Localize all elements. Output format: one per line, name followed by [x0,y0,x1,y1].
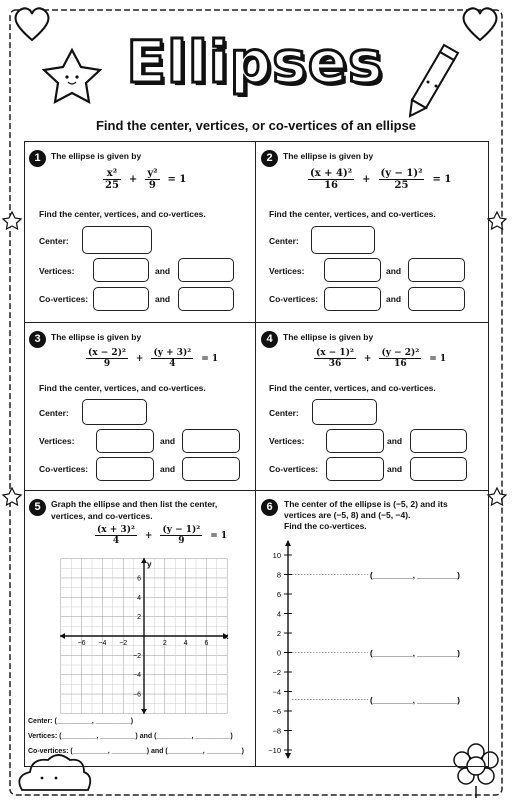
vertex-answer-box[interactable] [93,258,149,282]
number-line-label: 0 [276,648,281,658]
center-label: Center: [39,408,69,418]
problem-number: 4 [261,331,278,348]
x-tick-label: −2 [119,640,128,647]
and-label: and [155,294,171,304]
covertex-blank[interactable]: (_________, _________) [370,649,460,658]
covertex-answer-box[interactable] [93,287,149,311]
pencil-icon [410,45,458,116]
instruction: Find the center, vertices, and co-vertices. [269,209,436,219]
y-tick-label: −4 [133,672,141,680]
y-tick-label: 4 [137,594,141,602]
ellipse-equation: $\frac{\text{(x − 1)²}}{36}$ + $\frac{\text{(y − 2)²}}{16}$ = 1 [316,348,447,369]
x-tick-label: −4 [98,640,107,647]
problem-text: The ellipse is given by [51,151,142,161]
problem-text: The center of the ellipse is (−5, 2) and its [284,499,448,509]
covertices-label: Co-vertices: [39,464,89,474]
and-label: and [387,464,403,474]
and-label: and [160,464,176,474]
problem-text: The ellipse is given by [283,151,374,161]
instruction: Find the center, vertices, and co-vertices. [269,383,436,393]
covertices-label: Co-vertices: [39,294,89,304]
star-icon [44,50,100,102]
x-tick-label: −6 [77,640,86,647]
problem-text: Find the co-vertices. [284,521,367,531]
problem-number: 2 [261,150,278,167]
number-line-label: 4 [276,609,281,619]
covertex-answer-box[interactable] [96,457,154,481]
y-tick-label: 6 [137,575,141,583]
number-line-label: −10 [268,746,281,755]
number-line-label: −2 [272,668,281,677]
y-tick-label: −6 [133,691,141,699]
problem-text: The ellipse is given by [283,332,374,342]
x-tick-label: 2 [162,640,167,647]
vertex-answer-box[interactable] [96,429,154,453]
problem-text: The ellipse is given by [51,332,142,342]
vertex-answer-box[interactable] [178,258,234,282]
vertex-answer-box[interactable] [324,258,381,282]
number-line-label: −8 [272,726,281,736]
x-tick-label: 4 [183,640,188,647]
and-label: and [155,266,171,276]
number-line-label: 10 [272,551,281,560]
covertices-label: Co-vertices: [269,464,319,474]
instruction: Find the center, vertices, and co-vertices. [39,383,206,393]
covertex-answer-box[interactable] [324,287,381,311]
star-icon [488,212,506,229]
x-axis-label: x [224,632,229,641]
y-tick-label: 2 [137,614,141,622]
number-line[interactable] [260,538,480,762]
center-answer-line[interactable]: Center: (_________, _________) [28,718,134,725]
number-line-label: 8 [276,570,281,580]
problem-text: Graph the ellipse and then list the center, [51,499,218,509]
center-label: Center: [269,236,299,246]
star-icon [3,488,21,505]
covertex-blank[interactable]: (_________, _________) [370,695,460,705]
star-icon [3,212,21,229]
x-tick-label: 6 [204,640,209,647]
ellipse-equation: $\frac{\text{x²}}{25}$ + $\frac{\text{y²}}{9}$ = 1 [105,168,187,191]
center-answer-box[interactable] [312,399,377,425]
number-line-label: −4 [272,687,281,697]
problem-number: 5 [29,499,46,516]
page-title: Ellipses [126,28,384,96]
covertex-answer-box[interactable] [182,457,240,481]
and-label: and [160,436,176,446]
center-answer-box[interactable] [311,226,375,254]
and-label: and [386,294,402,304]
star-icon [488,488,506,505]
y-tick-label: −2 [133,652,141,660]
page-subtitle: Find the center, vertices, or co-vertices of an ellipse [95,118,417,133]
and-label: and [386,266,402,276]
covertex-answer-box[interactable] [410,457,467,481]
vertices-label: Vertices: [269,436,305,446]
y-axis-label: y [147,560,152,569]
and-label: and [387,436,403,446]
vertex-answer-box[interactable] [410,429,467,453]
number-line-label: −6 [272,707,281,716]
vertices-label: Vertices: [39,436,75,446]
instruction: Find the center, vertices, and co-vertices. [39,209,206,219]
vertex-answer-box[interactable] [182,429,240,453]
problem-number: 1 [29,150,46,167]
problem-number: 6 [261,499,278,516]
covertex-blank[interactable]: (_________, _________) [370,571,460,580]
number-line-label: 6 [276,590,281,599]
covertex-answer-box[interactable] [408,287,465,311]
covertex-answer-box[interactable] [326,457,384,481]
center-answer-box[interactable] [82,399,147,425]
covertices-label: Co-vertices: [269,294,319,304]
vertices-label: Vertices: [39,266,75,276]
covertex-answer-box[interactable] [178,287,234,311]
coordinate-grid[interactable] [58,556,230,716]
center-label: Center: [39,236,69,246]
ellipse-equation: $\frac{\text{(x − 2)²}}{9}$ + $\frac{\text{(y + 3)²}}{4}$ = 1 [88,348,219,369]
vertices-label: Vertices: [269,266,305,276]
number-line-label: 2 [276,629,281,638]
vertex-answer-box[interactable] [326,429,384,453]
heart-icon [464,8,497,40]
ellipse-equation: $\frac{\text{(x + 3)²}}{4}$ + $\frac{\text{(y − 1)²}}{9}$ = 1 [97,525,228,546]
center-answer-box[interactable] [82,226,152,254]
covertices-answer-line[interactable]: Co-vertices: (_________, _________) and (_________, _________) [28,748,244,755]
problem-text: vertices, and co-vertices. [51,511,153,521]
vertices-answer-line[interactable]: Vertices: (_________, _________) and (_________, _________) [28,733,233,740]
ellipse-equation: $\frac{\text{(x + 4)²}}{16}$ + $\frac{\text{(y − 1)²}}{25}$ = 1 [310,168,452,191]
heart-icon [16,8,49,40]
problem-number: 3 [29,331,46,348]
vertex-answer-box[interactable] [408,258,465,282]
center-label: Center: [269,408,299,418]
problem-text: vertices are (−5, 8) and (−5, −4). [284,510,411,520]
